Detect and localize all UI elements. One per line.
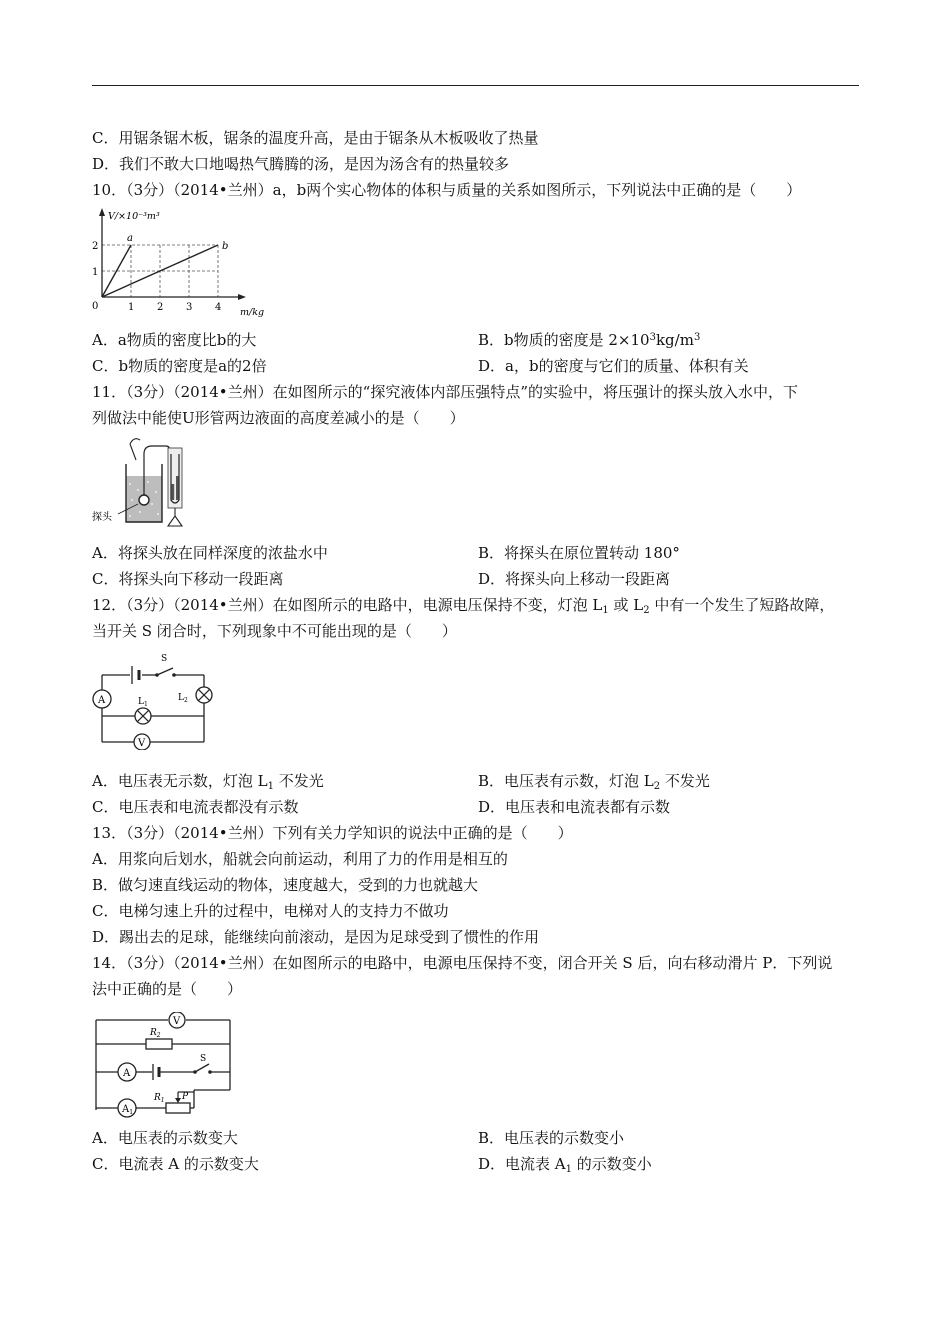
q13-stem: 13．（3分）（2014•兰州）下列有关力学知识的说法中正确的是（ ） [92,824,573,842]
q10-option-d: D．a，b的密度与它们的质量、体积有关 [478,357,749,375]
switch-s [195,1064,209,1072]
header-rule [92,85,859,86]
resistor-r2 [146,1039,172,1049]
slider-label: P [182,1092,189,1102]
q12-option-c: C．电压表和电流表都没有示数 [92,798,299,816]
q9-option-c: C．用锯条锯木板，锯条的温度升高，是由于锯条从木板吸收了热量 [92,129,539,147]
q14-stem-line1: 14．（3分）（2014•兰州）在如图所示的电路中，电源电压保持不变，闭合开关 S 后，向右移动滑片 P．下列说 [92,954,833,972]
q12-opta-sub: 1 [267,781,274,792]
probe [139,495,149,505]
q12-stem-line2: 当开关 S 闭合时，下列现象中不可能出现的是（ ） [92,622,457,640]
x-tick-1: 1 [128,302,135,313]
q13-option-b: B．做匀速直线运动的物体，速度越大，受到的力也就越大 [92,876,479,894]
q10-optb-exp: 3 [649,332,656,343]
q10-optb-exp2: 3 [693,332,701,343]
q12-option-a [92,771,324,791]
q14-optd-text: D．电流表 A [478,1155,566,1173]
q12-option-b [478,771,710,791]
q12-stem-text-a: 12．（3分）（2014•兰州）在如图所示的电路中，电源电压保持不变，灯泡 L [92,596,603,614]
ammeter-label: A [98,695,106,706]
resistor-r1 [166,1103,190,1113]
q10-optb-unit: kg/m [655,331,694,349]
q12-stem-text-c: 中有一个发生了短路故障， [649,596,835,614]
q14-option-d [478,1154,652,1174]
q13-option-d: D．踢出去的足球，能继续向前滚动，是因为足球受到了惯性的作用 [92,928,540,946]
q10-stem: 10．（3分）（2014•兰州）a，b两个实心物体的体积与质量的关系如图所示，下列说法中正确的是（ ） [92,181,802,199]
q12-opta-tail: 不发光 [273,772,324,790]
q14-optd-tail: 的示数变小 [572,1155,652,1173]
x-axis-arrow [238,294,246,300]
q14-stem-line2: 法中正确的是（ ） [92,980,243,998]
q10-option-c: C．b物质的密度是a的2倍 [92,357,267,375]
slider-p [175,1098,181,1103]
x-tick-4: 4 [215,302,222,313]
q13-option-c: C．电梯匀速上升的过程中，电梯对人的支持力不做功 [92,902,449,920]
y-tick-1: 1 [92,267,99,278]
q10-option-b [478,330,700,350]
q14-option-b: B．电压表的示数变小 [478,1129,625,1147]
q11-stem-line1: 11．（3分）（2014•兰州）在如图所示的“探究液体内部压强特点”的实验中，将压强计的探头放入水中，下 [92,383,798,401]
q12-stem-line1 [92,595,834,615]
q11-option-d: D．将探头向上移动一段距离 [478,570,671,588]
q10-volume-mass-graph [88,205,278,323]
q11-option-a: A．将探头放在同样深度的浓盐水中 [92,544,328,562]
q11-option-c: C．将探头向下移动一段距离 [92,570,284,588]
q12-optb-sub: 2 [653,781,661,792]
q12-circuit-diagram [90,650,230,750]
u-tube-board [168,448,182,508]
line-a-label: a [127,233,133,244]
q11-stem-line2: 列做法中能使U形管两边液面的高度差减小的是（ ） [92,409,465,427]
voltmeter-label: V [138,738,146,749]
q10-option-a: A．a物质的密度比b的大 [92,331,257,349]
q14-option-c: C．电流表 A 的示数变大 [92,1155,259,1173]
lamp-l2-label: $L_2$ [178,693,188,704]
q14-option-a: A．电压表的示数变大 [92,1129,238,1147]
voltmeter-label: V [173,1016,181,1027]
q12-opta-text: A．电压表无示数，灯泡 L [92,772,268,790]
probe-label: 探头 [92,512,112,523]
x-tick-2: 2 [157,302,164,313]
lamp-l1-label: $L_1$ [138,697,148,708]
q12-stem-text-b: 或 L [608,596,644,614]
q12-optb-tail: 不发光 [660,772,710,790]
switch-label: S [200,1054,207,1064]
graph-origin: 0 [92,301,99,312]
q10-optb-text: B．b物质的密度是 2×10 [478,331,650,349]
q13-option-a: A．用浆向后划水，船就会向前运动，利用了力的作用是相互的 [92,850,508,868]
q11-option-b: B．将探头在原位置转动 180° [478,544,680,562]
ammeter-a-label: A [123,1068,131,1079]
q9-option-d: D．我们不敢大口地喝热气腾腾的汤，是因为汤含有的热量较多 [92,155,510,173]
q12-optb-text: B．电压表有示数，灯泡 L [478,772,654,790]
q12-stem-sub1: 1 [602,605,609,616]
ammeter-a1-label: $A_1$ [122,1104,134,1116]
line-b-label: b [222,241,229,252]
q11-pressure-gauge-figure [90,434,200,529]
series-line-a [102,245,131,297]
q12-stem-sub2: 2 [643,605,650,616]
y-axis-arrow [99,208,105,216]
graph-ylabel: V/×10⁻³m³ [108,211,160,222]
switch-s [157,668,173,675]
resistor-r2-label: $R_2$ [150,1028,161,1039]
q14-circuit-diagram [90,1012,240,1122]
q14-optd-sub: 1 [565,1164,573,1175]
switch-label: S [161,654,168,664]
graph-xlabel: m/kg [240,307,265,318]
u-tube-stand [168,508,182,526]
x-tick-3: 3 [186,302,193,313]
y-tick-2: 2 [92,241,99,252]
resistor-r1-label: $R_1$ [154,1093,165,1104]
q12-option-d: D．电压表和电流表都有示数 [478,798,671,816]
